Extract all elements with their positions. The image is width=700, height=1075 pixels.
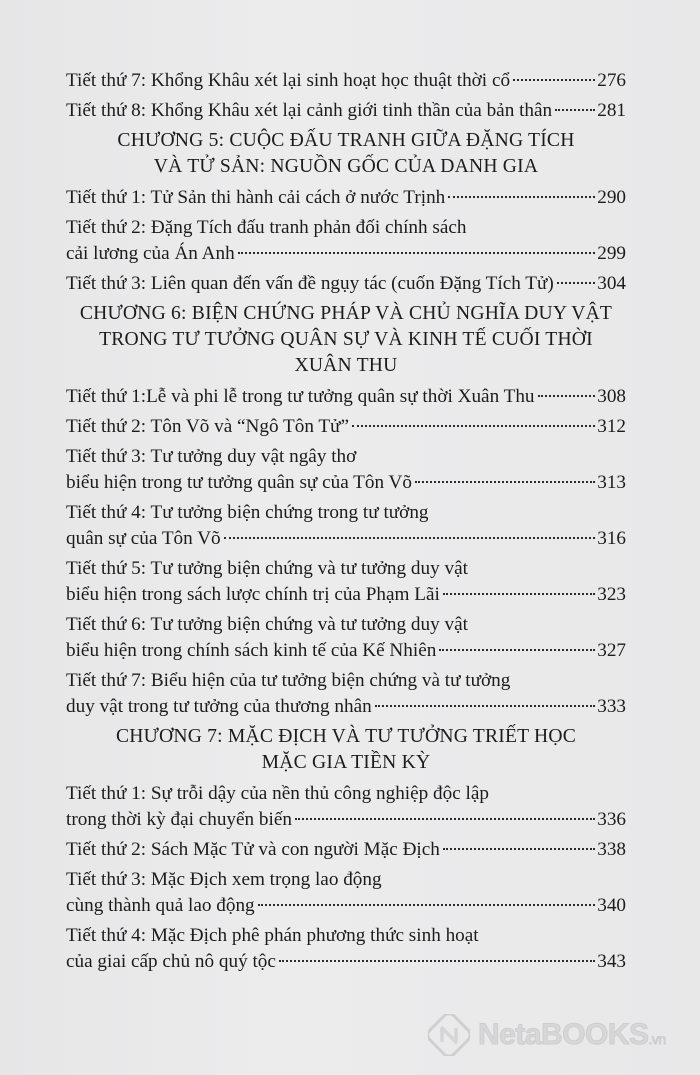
toc-page-number: 276: [597, 70, 626, 91]
dot-leader: [448, 196, 595, 198]
toc-entry-line: [66, 807, 626, 833]
watermark-text: NetaBOOKS.vn: [478, 1018, 666, 1051]
toc-page-number: 299: [597, 243, 626, 264]
chapter-heading: [66, 724, 626, 776]
toc-entry[interactable]: [66, 414, 626, 440]
toc-entry-line: [66, 923, 626, 949]
toc-entry-title: trong thời kỳ đại chuyển biến: [66, 809, 292, 830]
toc-entry-title: Tiết thứ 3: Liên quan đến vấn đề ngụy tác (cuốn Đặng Tích Tử): [66, 273, 554, 294]
netabooks-logo-icon: [428, 1014, 470, 1056]
toc-page-number: 338: [597, 839, 626, 860]
toc-entry-line: [66, 949, 626, 975]
toc-page-number: 290: [597, 187, 626, 208]
toc-entry-line: [66, 526, 626, 552]
toc-entry-line: [66, 694, 626, 720]
toc-entry-line: [66, 185, 626, 211]
toc-entry-line: [66, 444, 626, 470]
toc-entry-line: [66, 556, 626, 582]
toc-entry-title: Tiết thứ 6: Tư tưởng biện chứng và tư tưởng duy vật: [66, 614, 468, 635]
dot-leader: [443, 848, 595, 850]
toc-page-number: 281: [597, 100, 626, 121]
toc-entry-title: biểu hiện trong tư tưởng quân sự của Tôn Võ: [66, 472, 412, 493]
dot-leader: [555, 109, 595, 111]
toc-entry-title: Tiết thứ 2: Sách Mặc Tử và con người Mặc Địch: [66, 839, 440, 860]
toc-entry-line: [66, 271, 626, 297]
toc-entry-title: biểu hiện trong sách lược chính trị của Phạm Lãi: [66, 584, 440, 605]
toc-entry[interactable]: [66, 384, 626, 410]
toc-entry-line: [66, 612, 626, 638]
toc-entry-title: biểu hiện trong chính sách kinh tế của Kế Nhiên: [66, 640, 437, 661]
toc-entry[interactable]: [66, 668, 626, 720]
toc-page-number: 312: [597, 416, 626, 437]
dot-leader: [238, 252, 596, 254]
dot-leader: [224, 537, 596, 539]
chapter-heading: [66, 128, 626, 180]
toc-entry[interactable]: [66, 185, 626, 211]
toc-entry-line: [66, 414, 626, 440]
toc-page-number: 313: [597, 472, 626, 493]
dot-leader: [295, 818, 595, 820]
dot-leader: [375, 705, 596, 707]
toc-entry-line: [66, 470, 626, 496]
toc-entry-title: cùng thành quả lao động: [66, 895, 255, 916]
chapter-heading-line: CHƯƠNG 7: MẶC ĐỊCH VÀ TƯ TƯỞNG TRIẾT HỌC: [115, 726, 577, 747]
toc-entry-title: Tiết thứ 1: Tử Sản thi hành cải cách ở nước Trịnh: [66, 187, 446, 208]
toc-entry-line: [66, 500, 626, 526]
toc-entry-title: Tiết thứ 4: Tư tưởng biện chứng trong tư tưởng: [66, 502, 429, 523]
toc-entry-title: Tiết thứ 8: Khổng Khâu xét lại cảnh giới tinh thần của bản thân: [66, 100, 553, 121]
dot-leader: [258, 904, 596, 906]
toc-entry[interactable]: [66, 444, 626, 496]
toc-entry[interactable]: [66, 781, 626, 833]
toc-entry-line: [66, 68, 626, 94]
toc-entry-line: [66, 384, 626, 410]
chapter-heading-line: TRONG TƯ TƯỞNG QUÂN SỰ VÀ KINH TẾ CUỐI THỜI: [99, 329, 593, 350]
toc-page-number: 316: [597, 528, 626, 549]
toc-entry-line: [66, 837, 626, 863]
chapter-heading-line: CHƯƠNG 6: BIỆN CHỨNG PHÁP VÀ CHỦ NGHĨA DUY VẬT: [79, 303, 613, 324]
chapter-heading: [66, 301, 626, 379]
toc-entry[interactable]: [66, 68, 626, 94]
toc-page-number: 340: [597, 895, 626, 916]
toc-entry-title: Tiết thứ 4: Mặc Địch phê phán phương thức sinh hoạt: [66, 925, 479, 946]
toc-entry-title: Tiết thứ 3: Tư tưởng duy vật ngây thơ: [66, 446, 357, 467]
toc-entry[interactable]: [66, 98, 626, 124]
toc-entry[interactable]: [66, 837, 626, 863]
toc-entry[interactable]: [66, 612, 626, 664]
toc-entry-title: Tiết thứ 1: Sự trỗi dậy của nền thủ công nghiệp độc lập: [66, 783, 489, 804]
toc-entry[interactable]: [66, 923, 626, 975]
dot-leader: [439, 649, 595, 651]
toc-entry-line: [66, 781, 626, 807]
toc-entry[interactable]: [66, 556, 626, 608]
dot-leader: [415, 481, 595, 483]
toc-page-number: 343: [597, 951, 626, 972]
dot-leader: [352, 425, 595, 427]
watermark: [428, 1010, 690, 1060]
toc-page-number: 323: [597, 584, 626, 605]
dot-leader: [538, 395, 596, 397]
toc-entry-line: [66, 582, 626, 608]
toc-entry-title: quân sự của Tôn Võ: [66, 528, 221, 549]
toc-entry[interactable]: [66, 500, 626, 552]
table-of-contents: [66, 68, 626, 979]
toc-entry[interactable]: [66, 867, 626, 919]
chapter-heading-line: MẶC GIA TIỀN KỲ: [261, 752, 431, 773]
toc-entry[interactable]: [66, 215, 626, 267]
toc-page-number: 336: [597, 809, 626, 830]
toc-entry-line: [66, 893, 626, 919]
toc-entry-title: Tiết thứ 5: Tư tưởng biện chứng và tư tưởng duy vật: [66, 558, 468, 579]
toc-entry-title: của giai cấp chủ nô quý tộc: [66, 951, 276, 972]
toc-page-number: 304: [597, 273, 626, 294]
toc-entry-title: Tiết thứ 1:Lễ và phi lễ trong tư tưởng quân sự thời Xuân Thu: [66, 386, 535, 407]
toc-entry-line: [66, 241, 626, 267]
chapter-heading-line: XUÂN THU: [294, 355, 398, 376]
dot-leader: [443, 593, 595, 595]
toc-page-number: 308: [597, 386, 626, 407]
toc-entry-title: Tiết thứ 2: Đặng Tích đấu tranh phản đối chính sách: [66, 217, 467, 238]
dot-leader: [557, 282, 595, 284]
toc-entry-line: [66, 638, 626, 664]
toc-entry-title: duy vật trong tư tưởng của thương nhân: [66, 696, 372, 717]
chapter-heading-line: VÀ TỬ SẢN: NGUỒN GỐC CỦA DANH GIA: [153, 156, 539, 177]
toc-entry-title: Tiết thứ 7: Khổng Khâu xét lại sinh hoạt học thuật thời cổ: [66, 70, 511, 91]
toc-page-number: 333: [597, 696, 626, 717]
toc-entry-line: [66, 215, 626, 241]
chapter-heading-line: CHƯƠNG 5: CUỘC ĐẤU TRANH GIỮA ĐẶNG TÍCH: [117, 130, 575, 151]
toc-entry-line: [66, 98, 626, 124]
toc-entry-title: Tiết thứ 2: Tôn Võ và “Ngô Tôn Tử”: [66, 416, 350, 437]
dot-leader: [279, 960, 595, 962]
toc-entry-title: cải lương của Án Anh: [66, 243, 235, 264]
toc-entry-line: [66, 668, 626, 694]
dot-leader: [513, 79, 595, 81]
toc-entry-title: Tiết thứ 7: Biểu hiện của tư tưởng biện chứng và tư tưởng: [66, 670, 511, 691]
toc-entry-line: [66, 867, 626, 893]
toc-page-number: 327: [597, 640, 626, 661]
toc-entry-title: Tiết thứ 3: Mặc Địch xem trọng lao động: [66, 869, 382, 890]
toc-entry[interactable]: [66, 271, 626, 297]
